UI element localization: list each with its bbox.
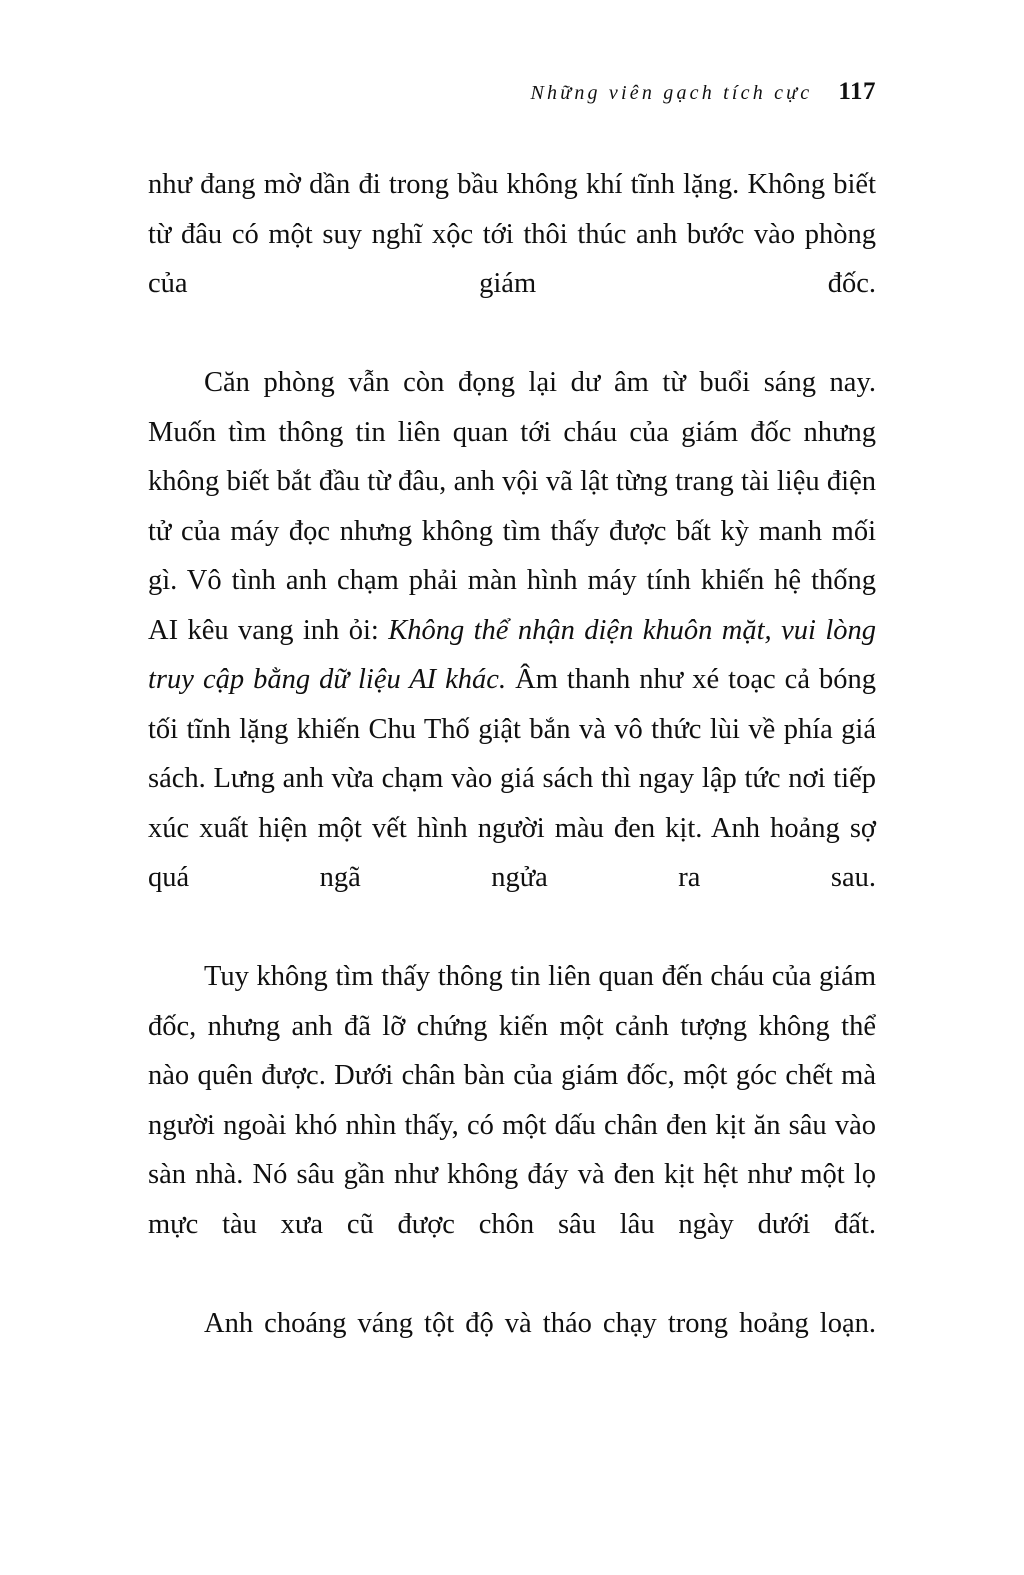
page-header	[148, 78, 876, 106]
paragraph	[148, 160, 876, 358]
running-title: Những viên gạch tích cực	[530, 82, 813, 104]
text-run: Anh choáng váng tột độ và tháo chạy trong hoảng loạn.	[204, 1307, 876, 1339]
paragraph	[148, 1299, 876, 1398]
text-run: Căn phòng vẫn còn đọng lại dư âm từ buổi sáng nay. Muốn tìm thông tin liên quan tới cháu của giám đốc nhưng không biết bắt đầu từ đâu, anh vội vã lật từng trang tài liệu điện tử của máy đọc nhưng không tìm thấy được bất kỳ manh mối gì. Vô tình anh chạm phải màn hình máy tính khiến hệ thống AI kêu vang inh ỏi:	[148, 367, 876, 646]
paragraph	[148, 952, 876, 1299]
page-number: 117	[838, 78, 876, 105]
paragraph	[148, 358, 876, 952]
italic-text-run: Không thể nhận diện khuôn mặt, vui lòng truy cập bằng dữ liệu AI khác.	[148, 614, 876, 695]
text-run: như đang mờ dần đi trong bầu không khí tĩnh lặng. Không biết từ đâu có một suy nghĩ xộc tới thôi thúc anh bước vào phòng của giám đốc.	[148, 169, 876, 299]
page-body-text	[148, 160, 876, 1398]
text-run: Tuy không tìm thấy thông tin liên quan đến cháu của giám đốc, nhưng anh đã lỡ chứng kiến một cảnh tượng không thể nào quên được. Dưới chân bàn của giám đốc, một góc chết mà người ngoài khó nhìn thấy, có một dấu chân đen kịt ăn sâu vào sàn nhà. Nó sâu gần như không đáy và đen kịt hệt như một lọ mực tàu xưa cũ được chôn sâu lâu ngày dưới đất.	[148, 961, 876, 1240]
text-run: Âm thanh như xé toạc cả bóng tối tĩnh lặng khiến Chu Thố giật bắn và vô thức lùi về phía giá sách. Lưng anh vừa chạm vào giá sách thì ngay lập tức nơi tiếp xúc xuất hiện một vết hình người màu đen kịt. Anh hoảng sợ quá ngã ngửa ra sau.	[148, 664, 876, 893]
